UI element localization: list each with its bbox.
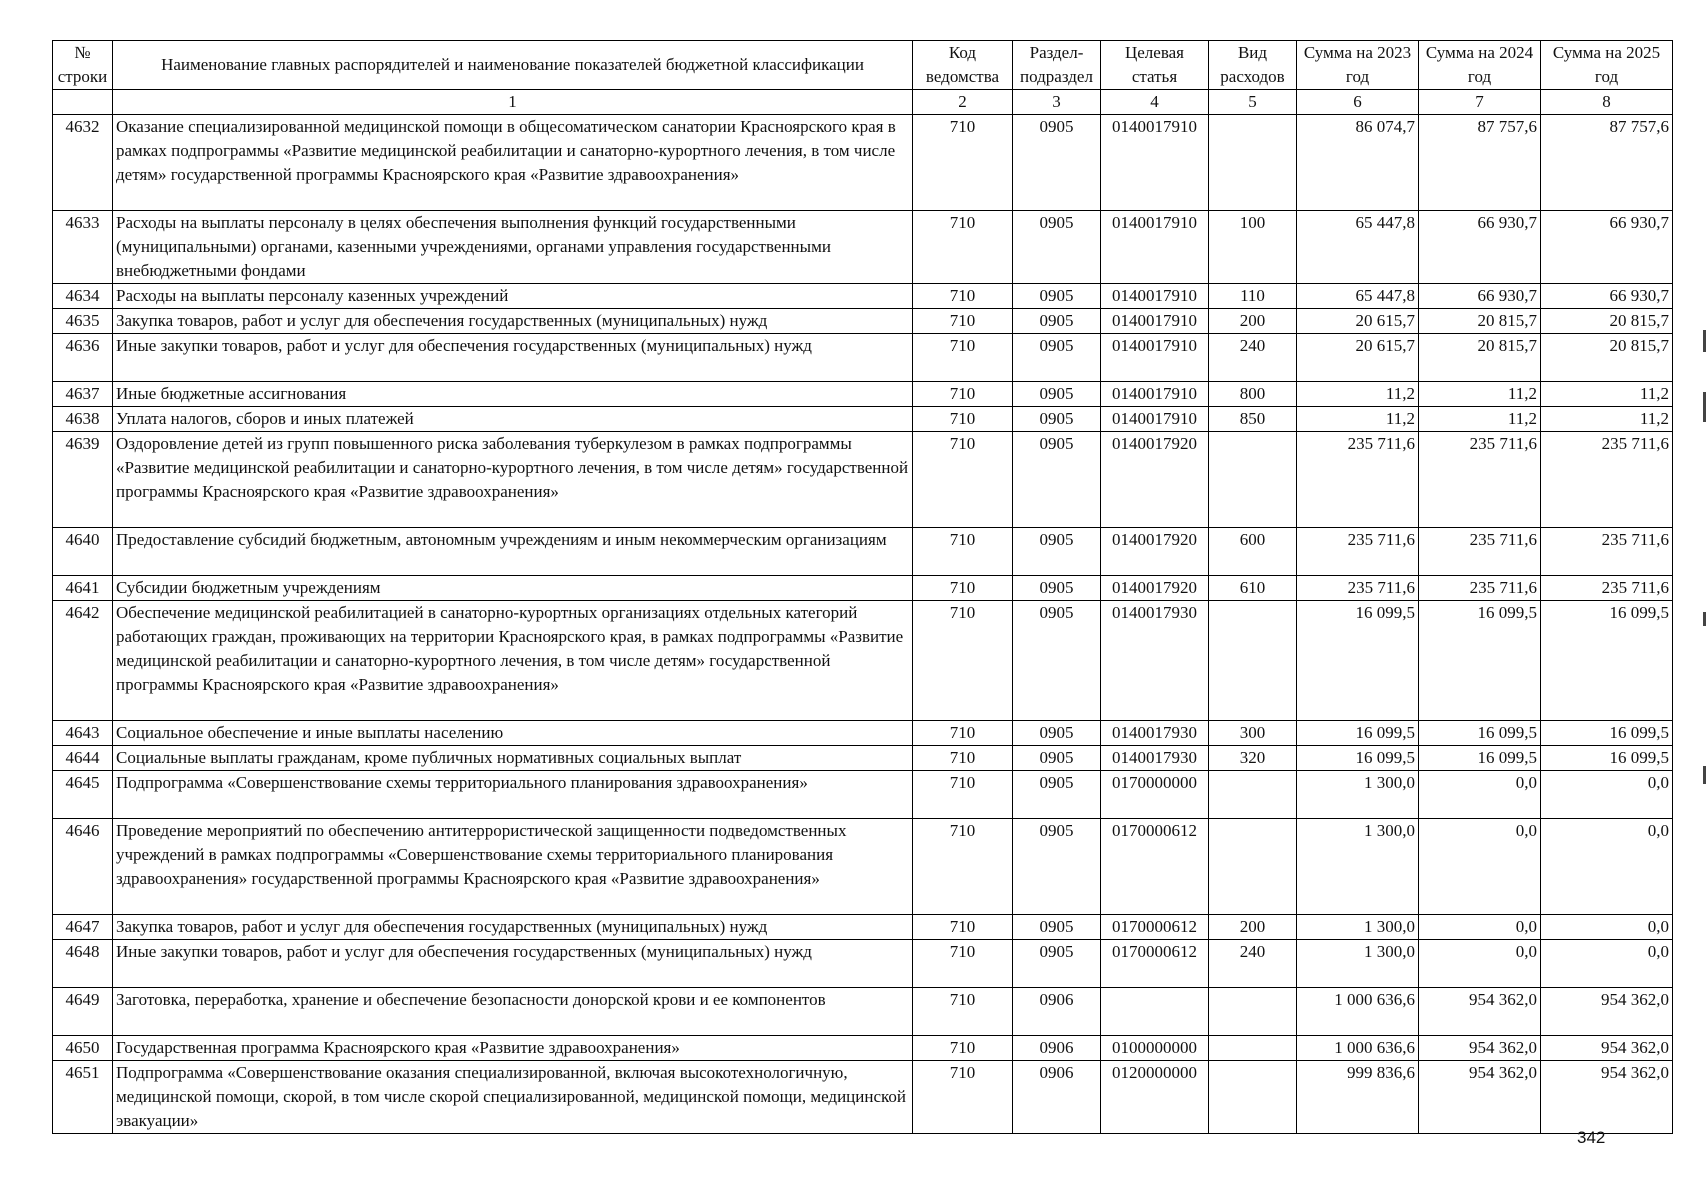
sum-2024: 11,2 xyxy=(1419,382,1541,407)
department-code: 710 xyxy=(913,115,1013,211)
department-code: 710 xyxy=(913,721,1013,746)
row-number: 4649 xyxy=(53,988,113,1036)
sum-2024: 16 099,5 xyxy=(1419,746,1541,771)
column-number: 3 xyxy=(1013,90,1101,115)
expense-type xyxy=(1209,115,1297,211)
target-article xyxy=(1101,988,1209,1036)
section-code: 0905 xyxy=(1013,432,1101,528)
sum-2025: 66 930,7 xyxy=(1541,284,1673,309)
row-name: Обеспечение медицинской реабилитацией в санаторно-курортных организациях отдельных категорий работающих граждан, проживающих на территории Красноярского края, в рамках подпрограммы «Развитие медицинской реабилитации и санаторно-курортного лечения, в том числе детям» государственной программы Красноярского края «Развитие здравоохранения» xyxy=(113,601,913,721)
expense-type: 200 xyxy=(1209,915,1297,940)
sum-2024: 16 099,5 xyxy=(1419,601,1541,721)
target-article: 0140017910 xyxy=(1101,407,1209,432)
sum-2024: 66 930,7 xyxy=(1419,211,1541,284)
department-code: 710 xyxy=(913,1061,1013,1134)
row-name: Иные закупки товаров, работ и услуг для обеспечения государственных (муниципальных) нужд xyxy=(113,334,913,382)
target-article: 0140017910 xyxy=(1101,334,1209,382)
row-name: Расходы на выплаты персоналу казенных учреждений xyxy=(113,284,913,309)
section-code: 0905 xyxy=(1013,819,1101,915)
target-article: 0140017930 xyxy=(1101,746,1209,771)
sum-2025: 235 711,6 xyxy=(1541,528,1673,576)
sum-2025: 954 362,0 xyxy=(1541,1036,1673,1061)
target-article: 0120000000 xyxy=(1101,1061,1209,1134)
department-code: 710 xyxy=(913,382,1013,407)
target-article: 0140017920 xyxy=(1101,432,1209,528)
table-row xyxy=(53,528,1673,576)
header-row-number: № строки xyxy=(53,41,113,90)
target-article: 0170000000 xyxy=(1101,771,1209,819)
section-code: 0905 xyxy=(1013,334,1101,382)
table-row xyxy=(53,284,1673,309)
row-name: Подпрограмма «Совершенствование схемы территориального планирования здравоохранения» xyxy=(113,771,913,819)
row-number: 4648 xyxy=(53,940,113,988)
expense-type xyxy=(1209,432,1297,528)
row-name: Оздоровление детей из групп повышенного риска заболевания туберкулезом в рамках подпрограммы «Развитие медицинской реабилитации и санаторно-курортного лечения, в том числе детям» государственной программы Красноярского края «Развитие здравоохранения» xyxy=(113,432,913,528)
column-number: 6 xyxy=(1297,90,1419,115)
sum-2025: 66 930,7 xyxy=(1541,211,1673,284)
department-code: 710 xyxy=(913,988,1013,1036)
sum-2023: 65 447,8 xyxy=(1297,211,1419,284)
table-row xyxy=(53,334,1673,382)
section-code: 0905 xyxy=(1013,284,1101,309)
row-number: 4641 xyxy=(53,576,113,601)
sum-2024: 0,0 xyxy=(1419,940,1541,988)
sum-2025: 11,2 xyxy=(1541,382,1673,407)
department-code: 710 xyxy=(913,284,1013,309)
sum-2025: 16 099,5 xyxy=(1541,601,1673,721)
expense-type: 200 xyxy=(1209,309,1297,334)
column-number: 2 xyxy=(913,90,1013,115)
sum-2023: 235 711,6 xyxy=(1297,528,1419,576)
sum-2024: 954 362,0 xyxy=(1419,1061,1541,1134)
section-code: 0905 xyxy=(1013,721,1101,746)
header-target-article: Целевая статья xyxy=(1101,41,1209,90)
department-code: 710 xyxy=(913,211,1013,284)
row-number: 4645 xyxy=(53,771,113,819)
row-number: 4636 xyxy=(53,334,113,382)
expense-type: 610 xyxy=(1209,576,1297,601)
row-number: 4632 xyxy=(53,115,113,211)
department-code: 710 xyxy=(913,432,1013,528)
department-code: 710 xyxy=(913,407,1013,432)
sum-2023: 1 300,0 xyxy=(1297,771,1419,819)
table-row xyxy=(53,211,1673,284)
expense-type: 320 xyxy=(1209,746,1297,771)
column-number: 8 xyxy=(1541,90,1673,115)
row-name: Подпрограмма «Совершенствование оказания специализированной, включая высокотехнологичную, медицинской помощи, скорой, в том числе скорой специализированной, медицинской помощи, медицинской эвакуации» xyxy=(113,1061,913,1134)
row-name: Социальное обеспечение и иные выплаты населению xyxy=(113,721,913,746)
sum-2024: 954 362,0 xyxy=(1419,988,1541,1036)
row-name: Иные бюджетные ассигнования xyxy=(113,382,913,407)
table-row xyxy=(53,819,1673,915)
sum-2025: 16 099,5 xyxy=(1541,746,1673,771)
target-article: 0140017920 xyxy=(1101,528,1209,576)
expense-type xyxy=(1209,771,1297,819)
target-article: 0140017930 xyxy=(1101,601,1209,721)
department-code: 710 xyxy=(913,528,1013,576)
expense-type: 850 xyxy=(1209,407,1297,432)
row-number: 4635 xyxy=(53,309,113,334)
sum-2023: 11,2 xyxy=(1297,407,1419,432)
table-row xyxy=(53,915,1673,940)
row-name: Проведение мероприятий по обеспечению антитеррористической защищенности подведомственных учреждений в рамках подпрограммы «Совершенствование схемы территориального планирования здравоохранения» государственной программы Красноярского края «Развитие здравоохранения» xyxy=(113,819,913,915)
row-number: 4643 xyxy=(53,721,113,746)
expense-type: 100 xyxy=(1209,211,1297,284)
header-sum-2025: Сумма на 2025 год xyxy=(1541,41,1673,90)
sum-2024: 11,2 xyxy=(1419,407,1541,432)
sum-2023: 1 300,0 xyxy=(1297,915,1419,940)
row-number: 4639 xyxy=(53,432,113,528)
sum-2025: 235 711,6 xyxy=(1541,432,1673,528)
table-row xyxy=(53,771,1673,819)
row-number: 4634 xyxy=(53,284,113,309)
sum-2023: 1 000 636,6 xyxy=(1297,988,1419,1036)
section-code: 0905 xyxy=(1013,528,1101,576)
column-number: 7 xyxy=(1419,90,1541,115)
section-code: 0905 xyxy=(1013,309,1101,334)
department-code: 710 xyxy=(913,771,1013,819)
row-name: Иные закупки товаров, работ и услуг для обеспечения государственных (муниципальных) нужд xyxy=(113,940,913,988)
column-number: 5 xyxy=(1209,90,1297,115)
expense-type: 240 xyxy=(1209,334,1297,382)
sum-2024: 0,0 xyxy=(1419,915,1541,940)
sum-2023: 999 836,6 xyxy=(1297,1061,1419,1134)
section-code: 0905 xyxy=(1013,115,1101,211)
table-row xyxy=(53,1036,1673,1061)
department-code: 710 xyxy=(913,819,1013,915)
sum-2025: 16 099,5 xyxy=(1541,721,1673,746)
header-sum-2024: Сумма на 2024 год xyxy=(1419,41,1541,90)
expense-type xyxy=(1209,1036,1297,1061)
sum-2023: 20 615,7 xyxy=(1297,334,1419,382)
sum-2025: 954 362,0 xyxy=(1541,1061,1673,1134)
table-row xyxy=(53,746,1673,771)
section-code: 0905 xyxy=(1013,601,1101,721)
sum-2024: 235 711,6 xyxy=(1419,432,1541,528)
expense-type: 300 xyxy=(1209,721,1297,746)
sum-2025: 235 711,6 xyxy=(1541,576,1673,601)
row-number: 4638 xyxy=(53,407,113,432)
sum-2025: 0,0 xyxy=(1541,940,1673,988)
row-name: Расходы на выплаты персоналу в целях обеспечения выполнения функций государственными (муниципальными) органами, казенными учреждениями, органами управления государственными внебюджетными фондами xyxy=(113,211,913,284)
sum-2023: 1 000 636,6 xyxy=(1297,1036,1419,1061)
header-department-code: Код ведомства xyxy=(913,41,1013,90)
row-name: Субсидии бюджетным учреждениям xyxy=(113,576,913,601)
table-row xyxy=(53,988,1673,1036)
section-code: 0905 xyxy=(1013,940,1101,988)
sum-2024: 87 757,6 xyxy=(1419,115,1541,211)
department-code: 710 xyxy=(913,1036,1013,1061)
sum-2024: 0,0 xyxy=(1419,771,1541,819)
header-name: Наименование главных распорядителей и наименование показателей бюджетной классификации xyxy=(113,41,913,90)
row-name: Закупка товаров, работ и услуг для обеспечения государственных (муниципальных) нужд xyxy=(113,915,913,940)
department-code: 710 xyxy=(913,309,1013,334)
sum-2023: 16 099,5 xyxy=(1297,601,1419,721)
row-name: Заготовка, переработка, хранение и обеспечение безопасности донорской крови и ее компонентов xyxy=(113,988,913,1036)
section-code: 0906 xyxy=(1013,1036,1101,1061)
header-row xyxy=(53,41,1673,90)
department-code: 710 xyxy=(913,915,1013,940)
expense-type: 600 xyxy=(1209,528,1297,576)
row-number: 4651 xyxy=(53,1061,113,1134)
sum-2025: 87 757,6 xyxy=(1541,115,1673,211)
header-section: Раздел-подраздел xyxy=(1013,41,1101,90)
sum-2024: 16 099,5 xyxy=(1419,721,1541,746)
column-number: 4 xyxy=(1101,90,1209,115)
department-code: 710 xyxy=(913,940,1013,988)
page-number: 342 xyxy=(1577,1128,1606,1147)
row-number: 4647 xyxy=(53,915,113,940)
expense-type xyxy=(1209,988,1297,1036)
row-name: Социальные выплаты гражданам, кроме публичных нормативных социальных выплат xyxy=(113,746,913,771)
sum-2024: 235 711,6 xyxy=(1419,528,1541,576)
sum-2023: 20 615,7 xyxy=(1297,309,1419,334)
header-expense-type: Вид расходов xyxy=(1209,41,1297,90)
sum-2025: 20 815,7 xyxy=(1541,309,1673,334)
target-article: 0140017930 xyxy=(1101,721,1209,746)
sum-2023: 235 711,6 xyxy=(1297,432,1419,528)
section-code: 0905 xyxy=(1013,746,1101,771)
sum-2023: 65 447,8 xyxy=(1297,284,1419,309)
section-code: 0906 xyxy=(1013,1061,1101,1134)
table-row xyxy=(53,382,1673,407)
sum-2024: 235 711,6 xyxy=(1419,576,1541,601)
column-number-row xyxy=(53,90,1673,115)
department-code: 710 xyxy=(913,334,1013,382)
section-code: 0905 xyxy=(1013,407,1101,432)
sum-2023: 1 300,0 xyxy=(1297,940,1419,988)
section-code: 0905 xyxy=(1013,576,1101,601)
section-code: 0905 xyxy=(1013,211,1101,284)
table-row xyxy=(53,940,1673,988)
sum-2023: 1 300,0 xyxy=(1297,819,1419,915)
row-number: 4633 xyxy=(53,211,113,284)
column-number: 1 xyxy=(113,90,913,115)
section-code: 0905 xyxy=(1013,771,1101,819)
target-article: 0140017910 xyxy=(1101,115,1209,211)
row-number: 4644 xyxy=(53,746,113,771)
target-article: 0140017920 xyxy=(1101,576,1209,601)
sum-2024: 66 930,7 xyxy=(1419,284,1541,309)
table-row xyxy=(53,115,1673,211)
table-row xyxy=(53,1061,1673,1134)
budget-table xyxy=(52,40,1673,1134)
sum-2024: 954 362,0 xyxy=(1419,1036,1541,1061)
sum-2025: 11,2 xyxy=(1541,407,1673,432)
table-row xyxy=(53,407,1673,432)
section-code: 0905 xyxy=(1013,915,1101,940)
target-article: 0140017910 xyxy=(1101,309,1209,334)
expense-type xyxy=(1209,819,1297,915)
target-article: 0100000000 xyxy=(1101,1036,1209,1061)
sum-2025: 0,0 xyxy=(1541,819,1673,915)
sum-2023: 16 099,5 xyxy=(1297,746,1419,771)
target-article: 0140017910 xyxy=(1101,284,1209,309)
table-row xyxy=(53,576,1673,601)
expense-type: 110 xyxy=(1209,284,1297,309)
column-number xyxy=(53,90,113,115)
sum-2024: 20 815,7 xyxy=(1419,309,1541,334)
expense-type xyxy=(1209,1061,1297,1134)
department-code: 710 xyxy=(913,601,1013,721)
row-name: Государственная программа Красноярского края «Развитие здравоохранения» xyxy=(113,1036,913,1061)
sum-2024: 0,0 xyxy=(1419,819,1541,915)
section-code: 0906 xyxy=(1013,988,1101,1036)
expense-type: 800 xyxy=(1209,382,1297,407)
expense-type: 240 xyxy=(1209,940,1297,988)
target-article: 0170000612 xyxy=(1101,915,1209,940)
target-article: 0170000612 xyxy=(1101,819,1209,915)
table-row xyxy=(53,601,1673,721)
sum-2025: 954 362,0 xyxy=(1541,988,1673,1036)
sum-2023: 86 074,7 xyxy=(1297,115,1419,211)
row-name: Предоставление субсидий бюджетным, автономным учреждениям и иным некоммерческим организациям xyxy=(113,528,913,576)
table-row xyxy=(53,721,1673,746)
sum-2023: 11,2 xyxy=(1297,382,1419,407)
row-number: 4646 xyxy=(53,819,113,915)
row-name: Оказание специализированной медицинской помощи в общесоматическом санатории Красноярского края в рамках подпрограммы «Развитие медицинской реабилитации и санаторно-курортного лечения, в том числе детям» государственной программы Красноярского края «Развитие здравоохранения» xyxy=(113,115,913,211)
row-name: Закупка товаров, работ и услуг для обеспечения государственных (муниципальных) нужд xyxy=(113,309,913,334)
sum-2024: 20 815,7 xyxy=(1419,334,1541,382)
row-name: Уплата налогов, сборов и иных платежей xyxy=(113,407,913,432)
sum-2025: 20 815,7 xyxy=(1541,334,1673,382)
sum-2023: 235 711,6 xyxy=(1297,576,1419,601)
header-sum-2023: Сумма на 2023 год xyxy=(1297,41,1419,90)
section-code: 0905 xyxy=(1013,382,1101,407)
target-article: 0170000612 xyxy=(1101,940,1209,988)
row-number: 4650 xyxy=(53,1036,113,1061)
sum-2025: 0,0 xyxy=(1541,915,1673,940)
expense-type xyxy=(1209,601,1297,721)
table-row xyxy=(53,309,1673,334)
table-row xyxy=(53,432,1673,528)
department-code: 710 xyxy=(913,576,1013,601)
sum-2025: 0,0 xyxy=(1541,771,1673,819)
target-article: 0140017910 xyxy=(1101,211,1209,284)
row-number: 4642 xyxy=(53,601,113,721)
sum-2023: 16 099,5 xyxy=(1297,721,1419,746)
row-number: 4640 xyxy=(53,528,113,576)
target-article: 0140017910 xyxy=(1101,382,1209,407)
row-number: 4637 xyxy=(53,382,113,407)
department-code: 710 xyxy=(913,746,1013,771)
